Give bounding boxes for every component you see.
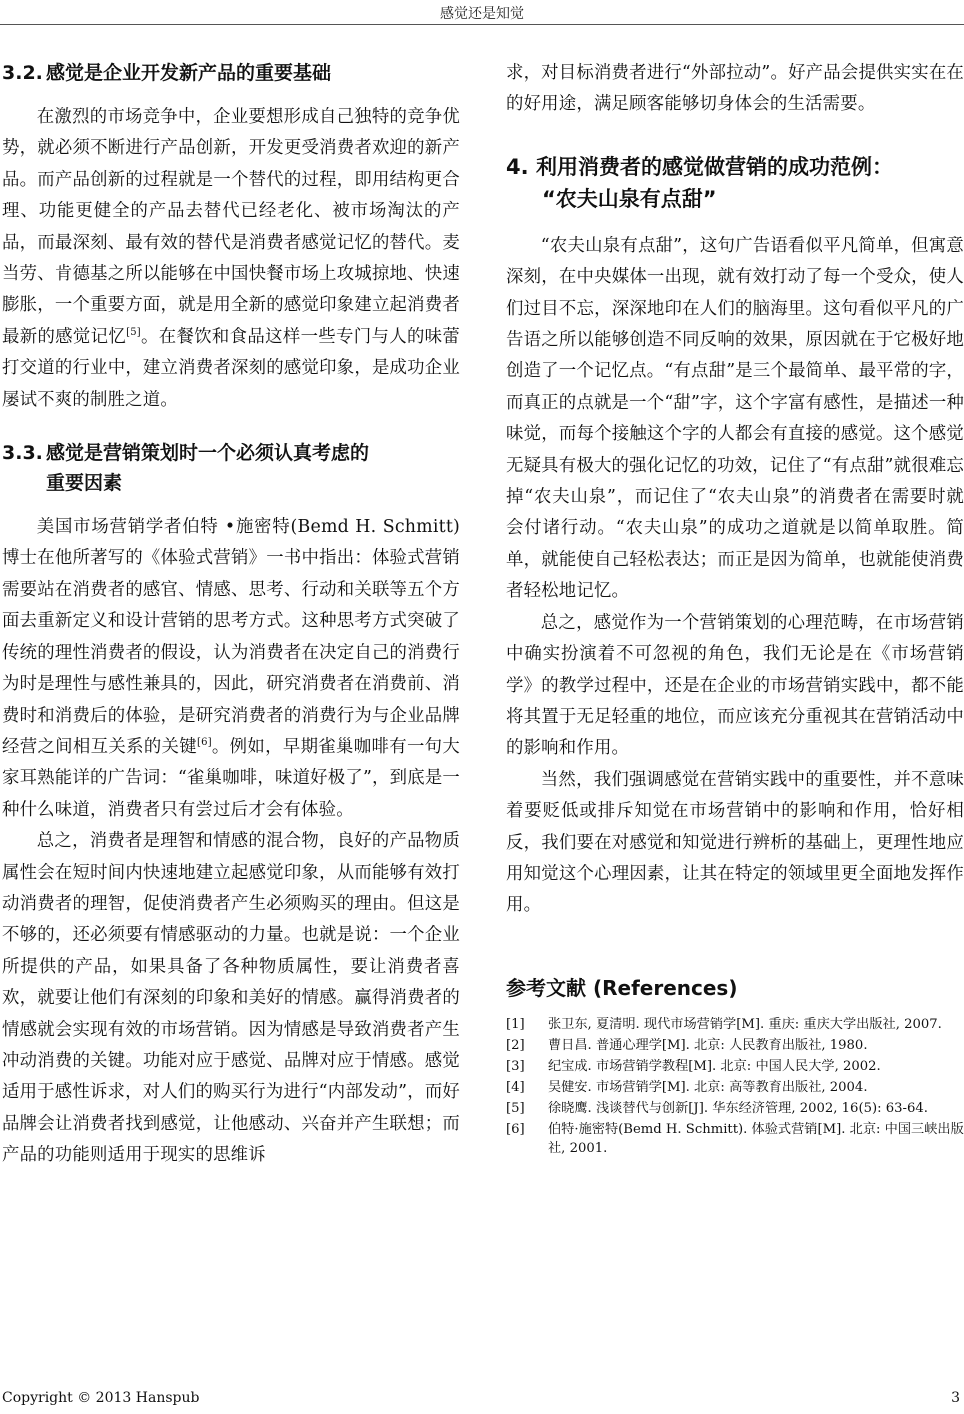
paragraph-text: 美国市场营销学者伯特 •施密特(Bemd H. Schmitt)博士在他所著写的《体验式营销》一书中指出：体验式营销需要站在消费者的感官、情感、思考、行动和关联等五个方面去重新定义和设计营销的思考方式。这种思考方式突破了传统的理性消费者的假设，认为消费者在决定自己的消费行为时是理性与感性兼具的，因此，研究消费者在消费前、消费时和消费后的体验，是研究消费者的消费行为与企业品牌经营之间相互关系的关键	[2, 517, 460, 757]
reference-text: 曹日昌. 普通心理学[M]. 北京: 人民教育出版社, 1980.	[548, 1037, 868, 1053]
reference-text: 伯特·施密特(Bemd H. Schmitt). 体验式营销[M]. 北京: 中国三峡出版社, 2001.	[548, 1121, 964, 1156]
reference-number: [3]	[506, 1058, 525, 1074]
reference-item	[506, 1078, 964, 1097]
running-header: 感觉还是知觉	[440, 6, 524, 22]
reference-number: [1]	[506, 1016, 525, 1032]
paragraph	[2, 102, 460, 416]
section-number: 3.2.	[2, 62, 43, 84]
paragraph	[2, 512, 460, 826]
references-list	[506, 1015, 964, 1158]
citation: [6]	[197, 737, 212, 749]
header-divider	[0, 24, 964, 25]
reference-text: 张卫东, 夏清明. 现代市场营销学[M]. 重庆: 重庆大学出版社, 2007.	[548, 1016, 942, 1032]
reference-text: 吴健安. 市场营销学[M]. 北京: 高等教育出版社, 2004.	[548, 1079, 868, 1095]
reference-item	[506, 1057, 964, 1076]
section-title: 感觉是营销策划时一个必须认真考虑的	[46, 442, 370, 465]
paragraph: “农夫山泉有点甜”，这句广告语看似平凡简单，但寓意深刻，在中央媒体一出现，就有效打动了每一个受众，使人们过目不忘，深深地印在人们的脑海里。这句看似平凡的广告语之所以能够创造不同反响的效果，原因就在于它极好地创造了一个记忆点。“有点甜”是三个最简单、最平常的字，而真正的点就是一个“甜”字，这个字富有感性，是描述一种味觉，而每个接触这个字的人都会有直接的感觉。这个感觉无疑具有极大的强化记忆的功效，记住了“有点甜”就很难忘掉“农夫山泉”，而记住了“农夫山泉”的消费者在需要时就会付诸行动。“农夫山泉”的成功之道就是以简单取胜。简单，就能使自己轻松表达；而正是因为简单，也就能使消费者轻松地记忆。	[506, 235, 964, 602]
section-title-cont: “农夫山泉有点甜”	[542, 186, 717, 211]
section-4-heading	[506, 151, 964, 215]
section-number: 3.3.	[2, 442, 43, 465]
reference-number: [5]	[506, 1100, 525, 1116]
paragraph-text: 在激烈的市场竞争中，企业要想形成自己独特的竞争优势，就必须不断进行产品创新，开发更受消费者欢迎的新产品。而产品创新的过程就是一个替代的过程，即用结构更合理、功能更健全的产品去替代已经老化、被市场淘汰的产品，而最深刻、最有效的替代是消费者感觉记忆的替代。麦当劳、肯德基之所以能够在中国快餐市场上攻城掠地、快速膨胀，一个重要方面，就是用全新的感觉印象建立起消费者最新的感觉记忆	[2, 107, 460, 347]
copyright-text: Copyright © 2013 Hanspub	[2, 1390, 200, 1406]
page-number: 3	[951, 1390, 960, 1406]
reference-item	[506, 1099, 964, 1118]
section-3-3-heading	[2, 438, 460, 498]
paragraph: 当然，我们强调感觉在营销实践中的重要性，并不意味着要贬低或排斥知觉在市场营销中的影响和作用，恰好相反，我们要在对感觉和知觉进行辨析的基础上，更理性地应用知觉这个心理因素，让其在特定的领域里更全面地发挥作用。	[506, 769, 964, 916]
section-number: 4.	[506, 154, 529, 179]
section-title-cont: 重要因素	[46, 472, 123, 495]
references-heading: 参考文献 (References)	[506, 975, 738, 1000]
right-column	[506, 58, 964, 1160]
reference-item	[506, 1036, 964, 1055]
paragraph: 总之，消费者是理智和情感的混合物，良好的产品物质属性会在短时间内快速地建立起感觉印象，从而能够有效打动消费者的理智，促使消费者产生必须购买的理由。但这是不够的，还必须要有情感驱动的力量。也就是说：一个企业所提供的产品，如果具备了各种物质属性，要让消费者喜欢，就要让他们有深刻的印象和美好的情感。赢得消费者的情感就会实现有效的市场营销。因为情感是导致消费者产生冲动消费的关键。功能对应于感觉、品牌对应于情感。感觉适用于感性诉求，对人们的购买行为进行“内部发动”，而好品牌会让消费者找到感觉，让他感动、兴奋并产生联想；而产品的功能则适用于现实的思维诉	[2, 831, 460, 1166]
reference-text: 徐晓鹰. 浅谈替代与创新[J]. 华东经济管理, 2002, 16(5): 63-64.	[548, 1100, 928, 1116]
left-column	[2, 58, 460, 1172]
reference-number: [4]	[506, 1079, 525, 1095]
paragraph: 总之，感觉作为一个营销策划的心理范畴，在市场营销中确实扮演着不可忽视的角色，我们无论是在《市场营销学》的教学过程中，还是在企业的市场营销实践中，都不能将其置于无足轻重的地位，而应该充分重视其在营销活动中的影响和作用。	[506, 612, 964, 759]
reference-item	[506, 1015, 964, 1034]
reference-number: [6]	[506, 1121, 525, 1137]
reference-text: 纪宝成. 市场营销学教程[M]. 北京: 中国人民大学, 2002.	[548, 1058, 881, 1074]
section-title: 利用消费者的感觉做营销的成功范例：	[536, 154, 893, 179]
section-title: 感觉是企业开发新产品的重要基础	[46, 62, 332, 84]
page-footer	[2, 1390, 960, 1406]
paragraph: 求，对目标消费者进行“外部拉动”。好产品会提供实实在在的好用途，满足顾客能够切身体会的生活需要。	[506, 63, 964, 115]
paragraph-text: 。例如，早期雀巢咖啡有一句大家耳熟能详的广告词：“雀巢咖啡，味道好极了”，到底是一种什么味道，消费者只有尝过后才会有体验。	[2, 736, 461, 820]
citation: [5]	[126, 327, 141, 339]
paragraph-text: 。在餐饮和食品这样一些专门与人的味蕾打交道的行业中，建立消费者深刻的感觉印象，是成功企业屡试不爽的制胜之道。	[2, 326, 460, 410]
section-3-2-heading	[2, 58, 460, 88]
reference-item	[506, 1120, 964, 1158]
reference-number: [2]	[506, 1037, 525, 1053]
